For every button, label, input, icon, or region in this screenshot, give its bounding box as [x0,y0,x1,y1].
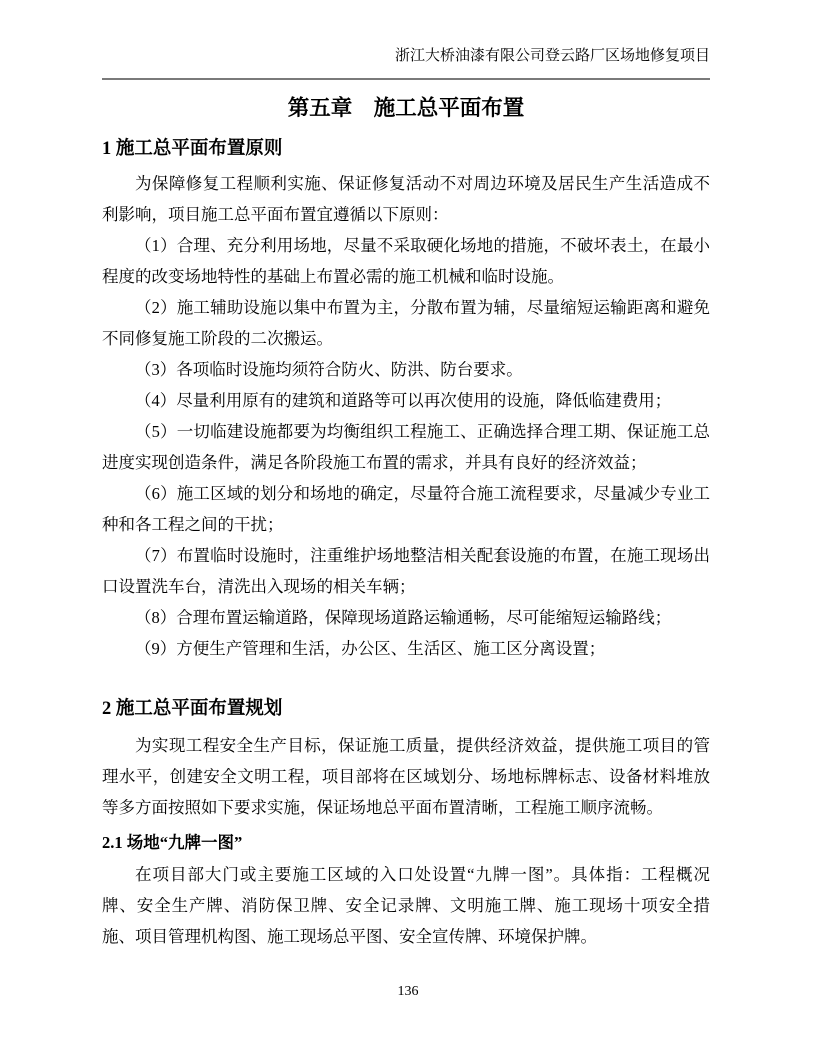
principle-item-8: （8）合理布置运输道路，保障现场道路运输通畅，尽可能缩短运输路线； [135,607,672,627]
principle-item-6: （6）施工区域的划分和场地的确定，尽量符合施工流程要求，尽量减少专业工种和各工程之间的干扰； [102,483,710,534]
section-1-intro-paragraph: 为保障修复工程顺利实施、保证修复活动不对周边环境及居民生产生活造成不利影响，项目施工总平面布置宜遵循以下原则： [102,173,710,224]
section-2-heading: 2 施工总平面布置规划 [102,698,283,719]
principle-item-2: （2）施工辅助设施以集中布置为主，分散布置为辅，尽量缩短运输距离和避免不同修复施工阶段的二次搬运。 [102,297,710,348]
page-footer [0,983,816,1000]
principle-item-3: （3）各项临时设施均须符合防火、防洪、防台要求。 [135,359,523,379]
principle-item-7: （7）布置临时设施时，注重维护场地整洁相关配套设施的布置，在施工现场出口设置洗车台，清洗出入现场的相关车辆； [102,545,710,596]
principle-item-1: （1）合理、充分利用场地，尽量不采取硬化场地的措施，不破坏表土，在最小程度的改变场地特性的基础上布置必需的施工机械和临时设施。 [102,235,710,286]
subsection-2-1-paragraph: 在项目部大门或主要施工区域的入口处设置“九牌一图”。具体指：工程概况牌、安全生产牌、消防保卫牌、安全记录牌、文明施工牌、施工现场十项安全措施、项目管理机构图、施工现场总平图、安全宣传牌、环境保护牌。 [102,864,710,946]
section-2-intro-paragraph: 为实现工程安全生产目标，保证施工质量，提供经济效益，提供施工项目的管理水平，创建安全文明工程，项目部将在区域划分、场地标牌标志、设备材料堆放等多方面按照如下要求实施，保证场地总平面布置清晰，工程施工顺序流畅。 [102,736,710,818]
page-number: 136 [397,984,419,999]
principle-item-5: （5）一切临建设施都要为均衡组织工程施工、正确选择合理工期、保证施工总进度实现创造条件，满足各阶段施工布置的需求，并具有良好的经济效益； [102,421,710,472]
principle-item-4: （4）尽量利用原有的建筑和道路等可以再次使用的设施，降低临建费用； [135,390,672,410]
page-header [102,48,710,80]
principle-item-9: （9）方便生产管理和生活，办公区、生活区、施工区分离设置； [135,638,606,658]
subsection-2-1-heading: 2.1 场地“九牌一图” [102,833,243,853]
header-project-title: 浙江大桥油漆有限公司登云路厂区场地修复项目 [394,48,710,64]
chapter-title: 第五章 施工总平面布置 [287,96,525,120]
section-1-heading: 1 施工总平面布置原则 [102,138,283,159]
